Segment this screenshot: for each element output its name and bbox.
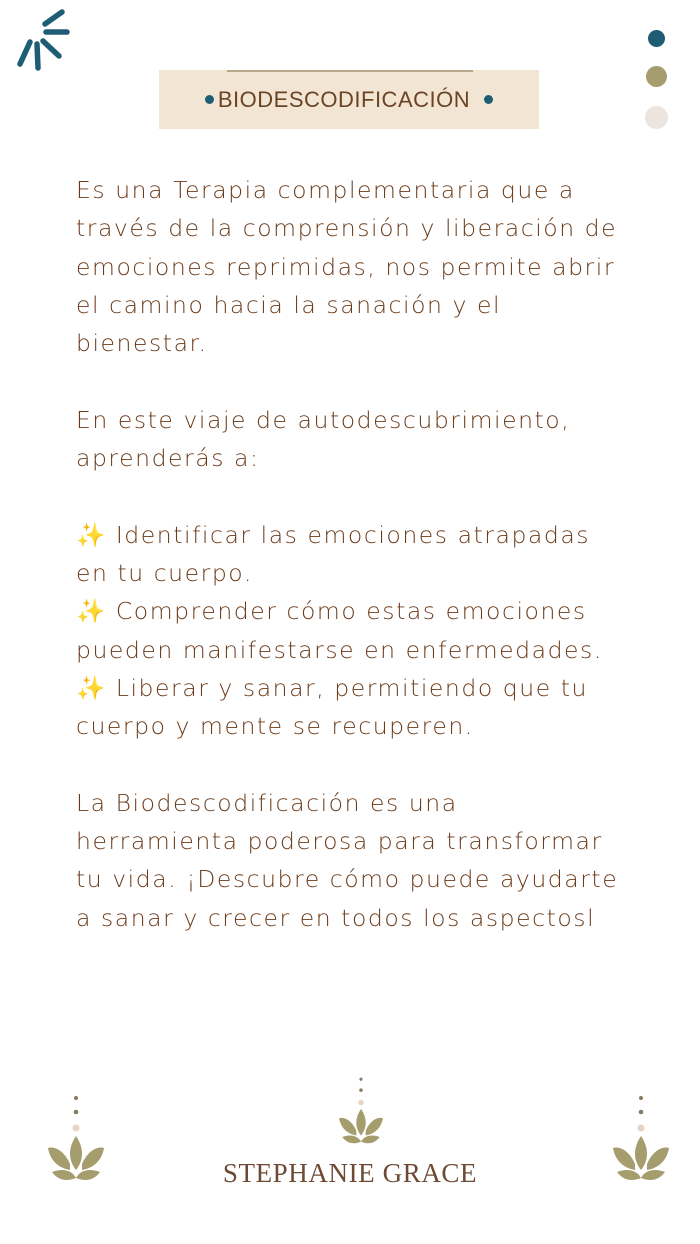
closing-line: herramienta poderosa para transformar xyxy=(76,827,603,856)
teal-dot xyxy=(648,30,665,47)
intro-line: través de la comprensión y liberación de xyxy=(76,214,618,243)
journey-line: En este viaje de autodescubrimiento, xyxy=(76,405,571,434)
bullet-dot-icon xyxy=(484,95,493,104)
closing-line: a sanar y crecer en todos los aspectosl xyxy=(76,903,596,932)
list-line: cuerpo y mente se recuperen. xyxy=(76,712,474,741)
closing-line: La Biodescodificación es una xyxy=(76,788,458,817)
lotus-icon-center xyxy=(336,1076,386,1148)
blush-dot xyxy=(645,106,668,129)
page-title-text: BIODESCODIFICACIÓN xyxy=(217,86,471,112)
burst-icon xyxy=(10,6,72,76)
olive-dot xyxy=(646,66,667,87)
list-line: ✨ Identificar las emociones atrapadas xyxy=(76,520,591,549)
list-line: ✨ Liberar y sanar, permitiendo que tu xyxy=(76,673,588,702)
intro-line: emociones reprimidas, nos permite abrir xyxy=(76,252,616,281)
list-line: pueden manifestarse en enfermedades. xyxy=(76,635,603,664)
list-line: en tu cuerpo. xyxy=(76,558,253,587)
bullet-dot-icon xyxy=(205,95,214,104)
decorative-dots xyxy=(644,30,668,148)
brand-name: STEPHANIE GRACE xyxy=(222,1158,478,1188)
page-title xyxy=(205,87,493,113)
intro-line: Es una Terapia complementaria que a xyxy=(76,176,575,204)
list-line: ✨ Comprender cómo estas emociones xyxy=(76,597,587,626)
title-divider xyxy=(227,70,473,72)
closing-line: tu vida. ¡Descubre cómo puede ayudarte xyxy=(76,865,619,894)
intro-line: bienestar. xyxy=(76,329,208,358)
title-banner xyxy=(159,70,539,129)
intro-line: el camino hacia la sanación y el xyxy=(76,290,502,319)
body-text xyxy=(76,171,676,937)
journey-line: aprenderás a: xyxy=(76,444,260,473)
